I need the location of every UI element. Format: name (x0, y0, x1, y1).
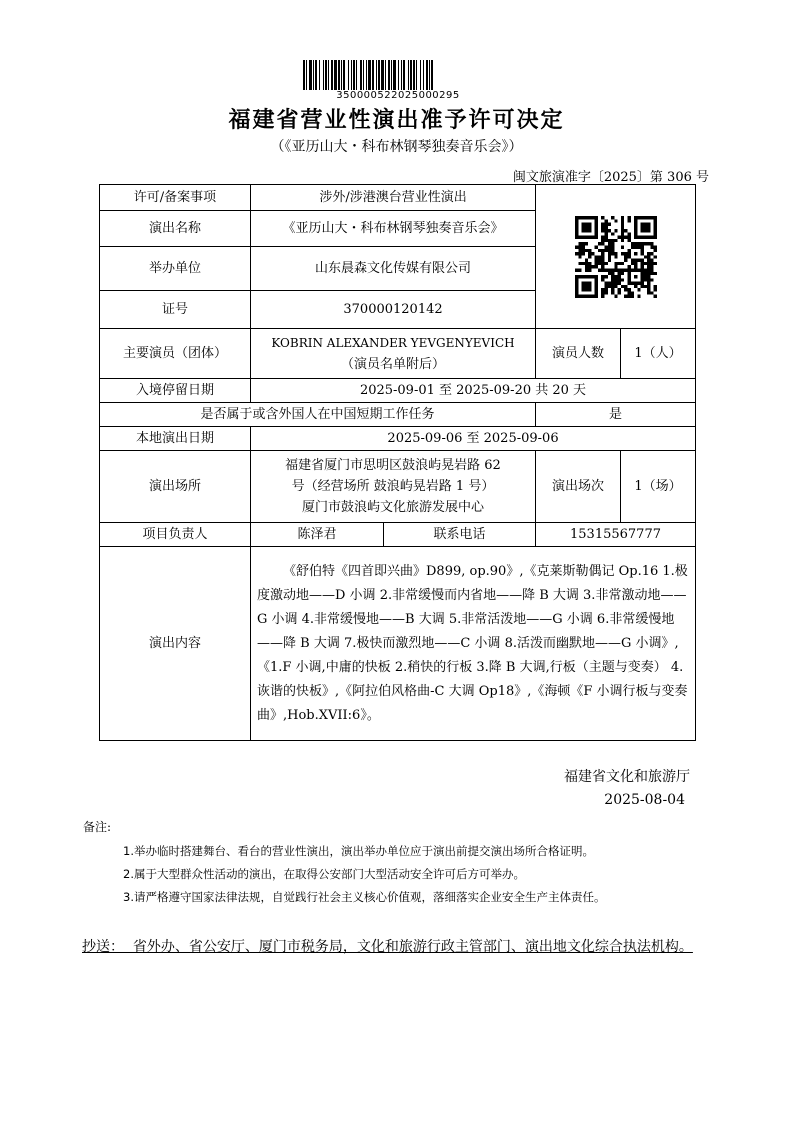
table-row (100, 427, 696, 451)
issuing-authority: 福建省文化和旅游厅 (564, 769, 690, 785)
venue-line: 号（经营场所 鼓浪屿晃岩路 1 号） (291, 479, 495, 494)
barcode-number: 350000522025000295 (336, 90, 460, 101)
sessions-value: 1（场） (621, 451, 696, 523)
performer-value (251, 329, 536, 379)
cc-label: 抄送： (82, 939, 124, 955)
table-row (100, 379, 696, 403)
venue-label: 演出场所 (100, 451, 251, 523)
item-label: 许可/备案事项 (100, 185, 251, 211)
name-value: 《亚历山大・科布林钢琴独奏音乐会》 (251, 211, 536, 247)
manager-label: 项目负责人 (100, 523, 251, 547)
local-date-label: 本地演出日期 (100, 427, 251, 451)
content-label: 演出内容 (100, 547, 251, 741)
venue-line: 福建省厦门市思明区鼓浪屿晃岩路 62 (285, 458, 501, 473)
performer-count-label: 演员人数 (536, 329, 621, 379)
page-title: 福建省营业性演出准予许可决定 (228, 108, 565, 133)
table-row (100, 185, 696, 211)
cc-line (82, 935, 722, 959)
foreign-work-label: 是否属于或含外国人在中国短期工作任务 (100, 403, 536, 427)
venue-value (251, 451, 536, 523)
performer-note: （演员名单附后） (341, 356, 446, 372)
manager-value: 陈泽君 (251, 523, 384, 547)
item-value: 涉外/涉港澳台营业性演出 (251, 185, 536, 211)
license-value: 370000120142 (251, 291, 536, 329)
issue-date: 2025-08-04 (604, 792, 685, 808)
qr-cell (536, 185, 696, 329)
note-item: 1.举办临时搭建舞台、看台的营业性演出，演出举办单位应于演出前提交演出场所合格证明。 (123, 844, 594, 858)
sessions-label: 演出场次 (536, 451, 621, 523)
qr-code (575, 216, 657, 298)
phone-value: 15315567777 (536, 523, 696, 547)
organizer-value: 山东晨森文化传媒有限公司 (251, 247, 536, 291)
license-label: 证号 (100, 291, 251, 329)
barcode (303, 60, 493, 90)
table-row (100, 451, 696, 523)
local-date-value: 2025-09-06 至 2025-09-06 (251, 427, 696, 451)
performer-count-value: 1（人） (621, 329, 696, 379)
content-value: 《舒伯特《四首即兴曲》D899, op.90》,《克莱斯勒偶记 Op.16 1.极度激动地——D 小调 2.非常缓慢而内省地——降 B 大调 3.非常激动地——G 小调 4.非常缓慢地——B 大调 5.非常活泼地——G 小调 6.非常缓慢地——降 B 大调 7.极快而激烈地——C 小调 8.活泼而幽默地——G 小调》,《1.F 小调,中庸的快板 2.稍快的行板 3.降 B 大调,行板（主题与变奏） 4.诙谐的快板》,《阿拉伯风格曲-C 大调 Op18》,《海顿《F 小调行板与变奏曲》,Hob.XVII:6》。 (251, 547, 696, 741)
foreign-work-value: 是 (536, 403, 696, 427)
table-row (100, 547, 696, 741)
note-item: 2.属于大型群众性活动的演出，在取得公安部门大型活动安全许可后方可举办。 (123, 867, 525, 881)
permit-table (99, 184, 696, 741)
name-label: 演出名称 (100, 211, 251, 247)
venue-line: 厦门市鼓浪屿文化旅游发展中心 (302, 500, 485, 515)
cc-text: 省外办、省公安厅、厦门市税务局，文化和旅游行政主管部门、演出地文化综合执法机构。 (124, 939, 693, 955)
notes-label: 备注: (83, 820, 112, 834)
stay-value: 2025-09-01 至 2025-09-20 共 20 天 (251, 379, 696, 403)
organizer-label: 举办单位 (100, 247, 251, 291)
table-row (100, 403, 696, 427)
note-item: 3.请严格遵守国家法律法规，自觉践行社会主义核心价值观，落细落实企业安全生产主体责任。 (123, 890, 606, 904)
performer-name: KOBRIN ALEXANDER YEVGENYEVICH (271, 335, 515, 350)
phone-label: 联系电话 (384, 523, 536, 547)
table-row (100, 329, 696, 379)
page-subtitle: （《亚历山大・科布林钢琴独奏音乐会》） (270, 139, 523, 155)
performer-label: 主要演员（团体） (100, 329, 251, 379)
stay-label: 入境停留日期 (100, 379, 251, 403)
table-row (100, 523, 696, 547)
document-number: 闽文旅演准字〔2025〕第 306 号 (512, 170, 709, 185)
